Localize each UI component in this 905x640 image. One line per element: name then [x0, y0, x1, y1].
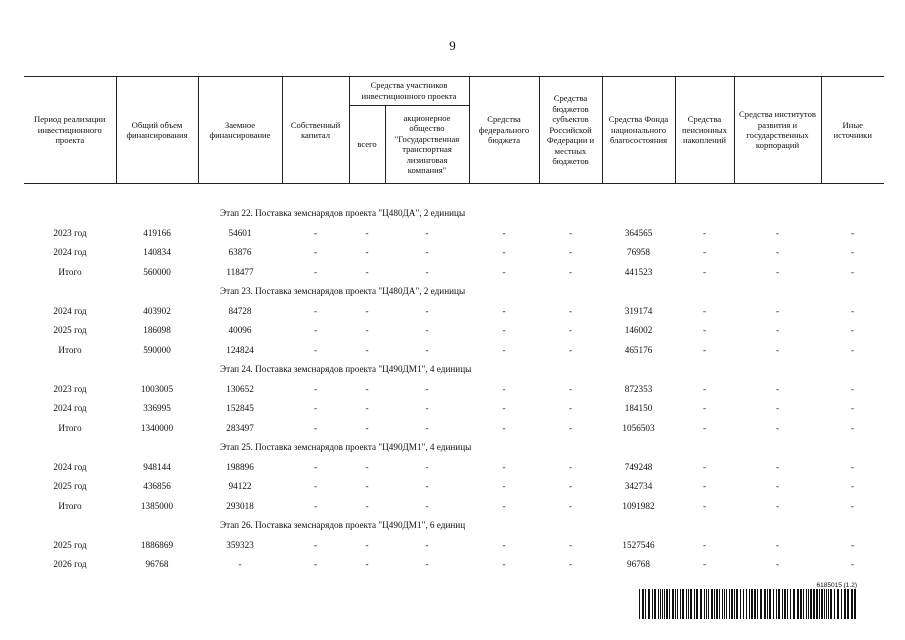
header-dev-institutions: Средства институтов развития и государственных корпораций [734, 77, 821, 184]
cell-regional: - [568, 461, 573, 472]
cell-federal: - [502, 422, 506, 433]
table-header [24, 77, 884, 184]
cell-pension: - [702, 481, 707, 492]
cell-federal: - [502, 227, 506, 238]
cell-total: 436856 [143, 481, 171, 492]
barcode-bar [797, 589, 799, 619]
cell-loan: 293018 [226, 500, 254, 511]
cell-dev: - [775, 266, 780, 277]
cell-loan: 359323 [226, 539, 254, 550]
cell-pension: - [702, 539, 707, 550]
table-row [24, 243, 884, 263]
barcode-bar [648, 589, 650, 619]
cell-period: 2023 год [53, 227, 87, 238]
cell-period: 2024 год [53, 247, 87, 258]
barcode-bar [654, 589, 656, 619]
cell-regional: - [568, 344, 573, 355]
cell-other: - [850, 422, 855, 433]
cell-total: 1385000 [140, 500, 174, 511]
barcode-bar [784, 589, 786, 619]
cell-equity: - [313, 422, 318, 433]
table-row [24, 555, 884, 575]
cell-dev: - [775, 227, 780, 238]
barcode-bar [666, 589, 668, 619]
cell-regional: - [568, 247, 573, 258]
barcode-bar [680, 589, 681, 619]
barcode-bar [813, 589, 815, 619]
cell-nwf: 872353 [624, 383, 653, 394]
cell-other: - [850, 403, 855, 414]
barcode-bar [760, 589, 762, 619]
cell-other: - [850, 266, 855, 277]
barcode-bar [660, 589, 661, 619]
cell-dev: - [775, 481, 780, 492]
cell-gtlk: - [425, 500, 429, 511]
header-regional-budgets: Средства бюджетов субъектов Российской Федерации и местных бюджетов [539, 77, 602, 184]
barcode-bar [686, 589, 687, 619]
barcode-bar [806, 589, 807, 619]
cell-equity: - [313, 539, 318, 550]
cell-regional: - [568, 403, 573, 414]
cell-federal: - [502, 344, 506, 355]
stage-title-pad [24, 516, 116, 536]
cell-federal: - [502, 539, 506, 550]
header-participants-gtlk: акционерное общество "Государственная транспортная лизинговая компания" [385, 105, 469, 183]
barcode-bar [639, 589, 640, 619]
cell-total: 560000 [143, 266, 171, 277]
barcode-bar [847, 589, 849, 619]
cell-part-total: - [365, 344, 369, 355]
cell-equity: - [313, 325, 318, 336]
barcode-bar [746, 589, 747, 619]
cell-nwf: 1527546 [622, 539, 655, 550]
cell-regional: - [568, 325, 573, 336]
cell-dev: - [775, 344, 780, 355]
cell-dev: - [775, 305, 780, 316]
cell-equity: - [313, 305, 318, 316]
barcode-bar [837, 589, 839, 619]
stage-title-row [24, 282, 884, 302]
header-loan: Заемное финансирование [198, 77, 282, 184]
barcode-bar [790, 589, 791, 619]
table-row [24, 496, 884, 516]
barcode-bar [767, 589, 768, 619]
cell-federal: - [502, 461, 506, 472]
cell-nwf: 96768 [627, 559, 650, 570]
cell-period: 2024 год [53, 305, 87, 316]
cell-pension: - [702, 325, 707, 336]
barcode-bar [714, 589, 715, 619]
cell-part-total: - [365, 422, 369, 433]
cell-total: 403902 [143, 305, 171, 316]
barcode-bar [816, 589, 818, 619]
header-period: Период реализации инвестиционного проекта [24, 77, 116, 184]
cell-pension: - [702, 305, 707, 316]
cell-nwf: 184150 [624, 403, 653, 414]
cell-gtlk: - [425, 266, 429, 277]
barcode-bar [706, 589, 707, 619]
cell-federal: - [502, 247, 506, 258]
cell-pension: - [702, 500, 707, 511]
barcode-bar [658, 589, 659, 619]
cell-federal: - [502, 500, 506, 511]
cell-part-total: - [365, 461, 369, 472]
barcode-bar [642, 589, 644, 619]
cell-dev: - [775, 559, 780, 570]
cell-loan: 40096 [228, 325, 252, 336]
cell-part-total: - [365, 227, 369, 238]
cell-period: 2023 год [53, 383, 87, 394]
barcode-bar [736, 589, 738, 619]
cell-other: - [850, 227, 855, 238]
cell-gtlk: - [425, 559, 429, 570]
cell-other: - [850, 539, 855, 550]
barcode-block [639, 582, 857, 619]
cell-part-total: - [365, 539, 369, 550]
cell-nwf: 146002 [624, 325, 653, 336]
cell-pension: - [702, 344, 707, 355]
barcode-bar [841, 589, 842, 619]
cell-regional: - [568, 559, 573, 570]
cell-loan: 283497 [226, 422, 254, 433]
table-row [24, 477, 884, 497]
barcode-bar [652, 589, 653, 619]
barcode-bar [800, 589, 802, 619]
barcode-bar [724, 589, 725, 619]
cell-loan: 152845 [226, 403, 254, 414]
cell-regional: - [568, 305, 573, 316]
stage-title-row [24, 360, 884, 380]
barcode-bar [690, 589, 692, 619]
stage-title-pad [24, 204, 116, 224]
cell-equity: - [313, 461, 318, 472]
barcode-bar [675, 589, 676, 619]
barcode-bar [677, 589, 678, 619]
stage-title-pad [24, 360, 116, 380]
cell-loan: 118477 [226, 266, 254, 277]
cell-gtlk: - [425, 383, 429, 394]
cell-loan: 63876 [228, 247, 252, 258]
table-row [24, 379, 884, 399]
barcode-bar [716, 589, 718, 619]
barcode-bar [776, 589, 777, 619]
cell-period: Итого [58, 266, 82, 277]
cell-total: 140834 [143, 247, 171, 258]
cell-dev: - [775, 383, 780, 394]
cell-pension: - [702, 461, 707, 472]
cell-period: Итого [58, 344, 82, 355]
table-row [24, 457, 884, 477]
cell-federal: - [502, 403, 506, 414]
cell-equity: - [313, 403, 318, 414]
barcode-bar [669, 589, 670, 619]
cell-equity: - [313, 247, 318, 258]
table-row [24, 418, 884, 438]
barcode-number: 6185015 (1.2) [816, 582, 857, 589]
barcode-bar [682, 589, 684, 619]
cell-pension: - [702, 559, 707, 570]
barcode-bar [769, 589, 771, 619]
cell-part-total: - [365, 325, 369, 336]
cell-total: 336995 [143, 403, 171, 414]
cell-period: 2024 год [53, 403, 87, 414]
cell-pension: - [702, 422, 707, 433]
table-row [24, 535, 884, 555]
barcode-bar [726, 589, 727, 619]
cell-total: 590000 [143, 344, 171, 355]
barcode-bar [729, 589, 730, 619]
cell-equity: - [313, 266, 318, 277]
cell-loan: 94122 [228, 481, 252, 492]
cell-equity: - [313, 383, 318, 394]
cell-total: 186098 [143, 325, 171, 336]
barcode-bar [719, 589, 720, 619]
table-body [24, 184, 884, 575]
cell-total: 948144 [143, 461, 171, 472]
cell-gtlk: - [425, 227, 429, 238]
header-other: Иные источники [821, 77, 884, 184]
barcode-bar [688, 589, 689, 619]
barcode-bar [824, 589, 825, 619]
page-number: 9 [449, 38, 456, 53]
barcode-bar [808, 589, 809, 619]
cell-gtlk: - [425, 461, 429, 472]
cell-nwf: 1056503 [622, 422, 655, 433]
barcode-bar [810, 589, 812, 619]
cell-pension: - [702, 247, 707, 258]
barcode-bar [740, 589, 741, 619]
barcode-bar [778, 589, 780, 619]
cell-equity: - [313, 227, 318, 238]
cell-loan: 124824 [226, 344, 254, 355]
header-participants-total: всего [349, 105, 385, 183]
header-federal-budget: Средства федерального бюджета [469, 77, 539, 184]
cell-federal: - [502, 305, 506, 316]
cell-equity: - [313, 344, 318, 355]
barcode-icon [639, 589, 857, 619]
cell-other: - [850, 481, 855, 492]
barcode-bar [819, 589, 820, 619]
cell-gtlk: - [425, 305, 429, 316]
table-row [24, 399, 884, 419]
cell-federal: - [502, 266, 506, 277]
cell-regional: - [568, 227, 573, 238]
cell-gtlk: - [425, 539, 429, 550]
cell-part-total: - [365, 305, 369, 316]
cell-equity: - [313, 481, 318, 492]
cell-total: 419166 [143, 227, 171, 238]
cell-part-total: - [365, 247, 369, 258]
cell-period: 2025 год [53, 539, 87, 550]
cell-loan: - [238, 559, 242, 570]
header-total: Общий объем финансирования [116, 77, 198, 184]
stage-title: Этап 25. Поставка земснарядов проекта "Ц490ДМ1", 4 единицы [220, 442, 472, 453]
cell-total: 1003005 [140, 383, 174, 394]
cell-gtlk: - [425, 481, 429, 492]
barcode-bar [734, 589, 735, 619]
cell-pension: - [702, 383, 707, 394]
cell-dev: - [775, 422, 780, 433]
barcode-bar [696, 589, 698, 619]
cell-other: - [850, 461, 855, 472]
cell-total: 96768 [145, 559, 169, 570]
stage-title: Этап 23. Поставка земснарядов проекта "Ц480ДА", 2 единицы [220, 286, 466, 297]
cell-regional: - [568, 383, 573, 394]
financing-table [24, 76, 884, 574]
cell-period: 2025 год [53, 325, 87, 336]
cell-part-total: - [365, 403, 369, 414]
cell-equity: - [313, 559, 318, 570]
cell-gtlk: - [425, 403, 429, 414]
cell-nwf: 342734 [624, 481, 653, 492]
cell-regional: - [568, 422, 573, 433]
cell-other: - [850, 247, 855, 258]
cell-dev: - [775, 461, 780, 472]
cell-period: Итого [58, 500, 82, 511]
cell-other: - [850, 305, 855, 316]
cell-total: 1340000 [140, 422, 174, 433]
cell-gtlk: - [425, 422, 429, 433]
barcode-bar [662, 589, 663, 619]
cell-dev: - [775, 500, 780, 511]
barcode-bar [749, 589, 750, 619]
cell-part-total: - [365, 500, 369, 511]
barcode-bar [754, 589, 756, 619]
cell-nwf: 465176 [624, 344, 653, 355]
barcode-bar [694, 589, 695, 619]
cell-federal: - [502, 383, 506, 394]
header-nwf: Средства Фонда национального благосостояния [602, 77, 675, 184]
cell-part-total: - [365, 383, 369, 394]
cell-period: 2025 год [53, 481, 87, 492]
stage-title: Этап 24. Поставка земснарядов проекта "Ц490ДМ1", 4 единицы [220, 364, 472, 375]
cell-other: - [850, 383, 855, 394]
cell-federal: - [502, 481, 506, 492]
cell-total: 1886869 [140, 539, 174, 550]
barcode-bar [844, 589, 846, 619]
cell-gtlk: - [425, 344, 429, 355]
barcode-bar [672, 589, 674, 619]
header-spacer [24, 184, 884, 204]
cell-nwf: 441523 [624, 266, 653, 277]
barcode-bar [826, 589, 827, 619]
cell-other: - [850, 344, 855, 355]
barcode-bar [700, 589, 702, 619]
cell-nwf: 76958 [627, 247, 650, 258]
cell-regional: - [568, 266, 573, 277]
barcode-bar [645, 589, 646, 619]
barcode-bar [751, 589, 753, 619]
stage-title-pad [24, 438, 116, 458]
barcode-bar [834, 589, 835, 619]
cell-dev: - [775, 247, 780, 258]
barcode-bar [782, 589, 783, 619]
barcode-bar [773, 589, 774, 619]
stage-title-pad [24, 282, 116, 302]
barcode-bar [793, 589, 795, 619]
barcode-bar [743, 589, 744, 619]
cell-nwf: 319174 [624, 305, 653, 316]
cell-loan: 198896 [226, 461, 254, 472]
barcode-bar [821, 589, 823, 619]
barcode-bar [854, 589, 856, 619]
cell-federal: - [502, 325, 506, 336]
table-row [24, 301, 884, 321]
cell-part-total: - [365, 559, 369, 570]
cell-part-total: - [365, 266, 369, 277]
cell-regional: - [568, 500, 573, 511]
stage-title: Этап 26. Поставка земснарядов проекта "Ц490ДМ1", 6 единиц [220, 520, 466, 531]
cell-dev: - [775, 403, 780, 414]
cell-pension: - [702, 403, 707, 414]
cell-dev: - [775, 539, 780, 550]
stage-title: Этап 22. Поставка земснарядов проекта "Ц480ДА", 2 единицы [220, 208, 466, 219]
barcode-bar [828, 589, 829, 619]
barcode-bar [711, 589, 713, 619]
cell-nwf: 749248 [624, 461, 653, 472]
cell-nwf: 1091982 [622, 500, 655, 511]
barcode-bar [708, 589, 709, 619]
barcode-bar [830, 589, 832, 619]
cell-pension: - [702, 227, 707, 238]
cell-loan: 54601 [228, 227, 252, 238]
barcode-bar [851, 589, 853, 619]
table-row [24, 223, 884, 243]
barcode-bar [757, 589, 758, 619]
header-pension: Средства пенсионных накоплений [675, 77, 734, 184]
cell-part-total: - [365, 481, 369, 492]
cell-other: - [850, 325, 855, 336]
barcode-bar [803, 589, 804, 619]
barcode-bar [704, 589, 705, 619]
cell-loan: 130652 [226, 383, 254, 394]
barcode-bar [787, 589, 788, 619]
cell-period: 2026 год [53, 559, 87, 570]
cell-period: 2024 год [53, 461, 87, 472]
cell-gtlk: - [425, 247, 429, 258]
barcode-bar [664, 589, 665, 619]
cell-regional: - [568, 539, 573, 550]
stage-title-row [24, 438, 884, 458]
cell-other: - [850, 500, 855, 511]
cell-nwf: 364565 [624, 227, 653, 238]
cell-period: Итого [58, 422, 82, 433]
header-participants-group: Средства участников инвестиционного проекта [349, 77, 469, 106]
table-row [24, 321, 884, 341]
stage-title-row [24, 516, 884, 536]
spacer-cell [24, 184, 884, 204]
cell-regional: - [568, 481, 573, 492]
cell-other: - [850, 559, 855, 570]
table-row [24, 340, 884, 360]
cell-equity: - [313, 500, 318, 511]
barcode-bar [722, 589, 723, 619]
cell-pension: - [702, 266, 707, 277]
table-row [24, 262, 884, 282]
cell-federal: - [502, 559, 506, 570]
stage-title-row [24, 204, 884, 224]
cell-loan: 84728 [228, 305, 252, 316]
barcode-bar [764, 589, 766, 619]
barcode-bar [731, 589, 733, 619]
cell-dev: - [775, 325, 780, 336]
cell-gtlk: - [425, 325, 429, 336]
header-equity: Собственный капитал [282, 77, 349, 184]
